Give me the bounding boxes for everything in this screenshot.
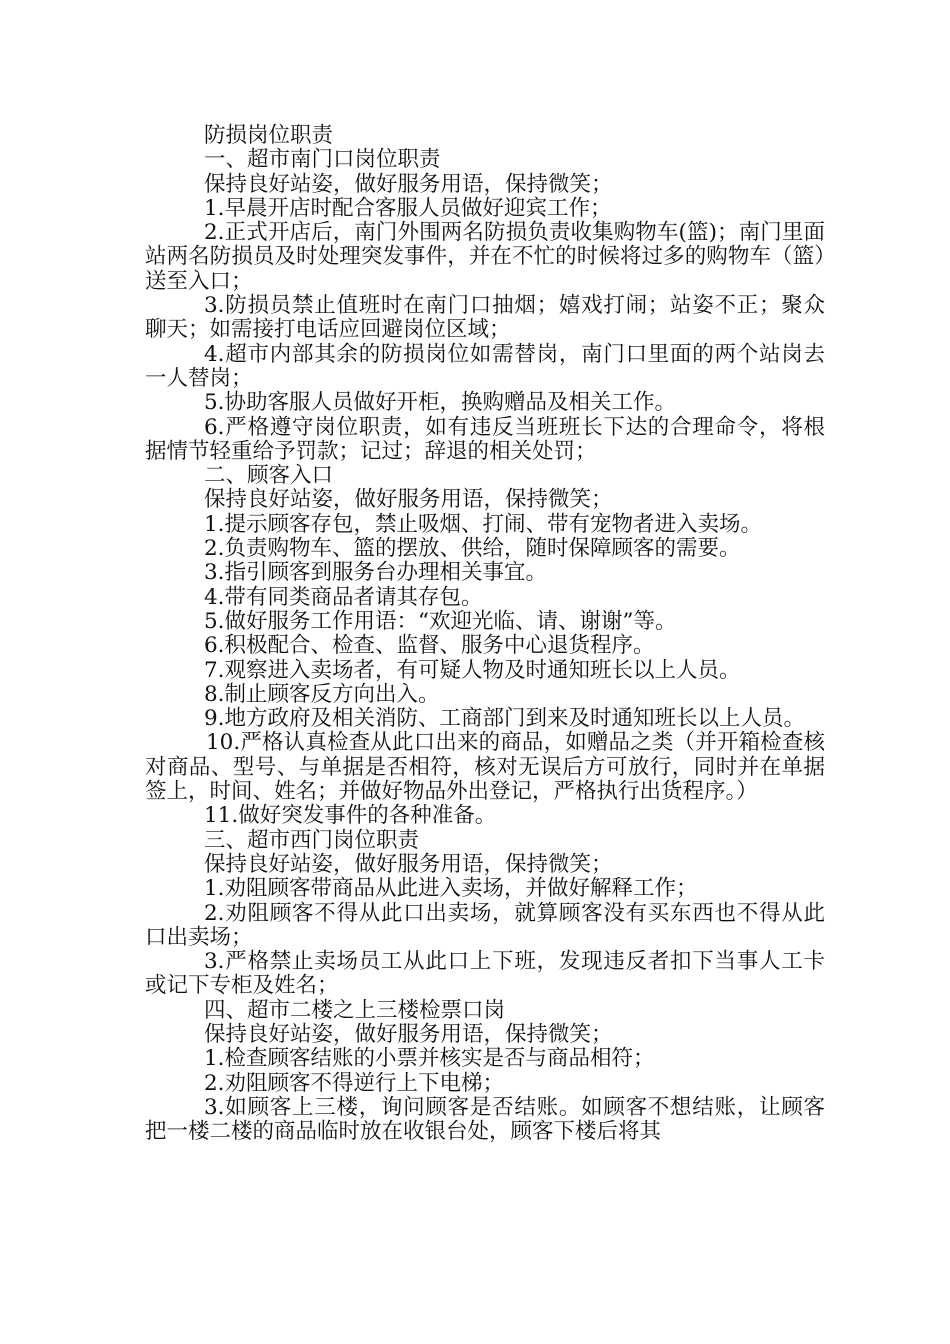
paragraph: 10.严格认真检查从此口出来的商品，如赠品之类（并开箱检查核对商品、型号、与单据是否相符，核对无误后方可放行，同时并在单据签上，时间、姓名；并做好物品外出登记，严格执行出货程序。） [145,730,825,805]
section-heading-4: 四、超市二楼之上三楼检票口岗 [204,997,506,1023]
paragraph: 4.超市内部其余的防损岗位如需替岗，南门口里面的两个站岗去一人替岗； [145,341,825,391]
paragraph: 11.做好突发事件的各种准备。 [204,803,497,829]
paragraph: 6.积极配合、检查、监督、服务中心退货程序。 [204,633,655,659]
paragraph: 3.指引顾客到服务台办理相关事宜。 [204,560,548,586]
paragraph: 1.检查顾客结账的小票并核实是否与商品相符； [204,1046,655,1072]
paragraph: 保持良好站姿，做好服务用语，保持微笑； [204,1021,613,1047]
section-heading-3: 三、超市西门岗位职责 [204,827,420,853]
paragraph: 8.制止顾客反方向出入。 [204,681,440,707]
paragraph: 2.劝阻顾客不得从此口出卖场，就算顾客没有买东西也不得从此口出卖场； [145,900,825,950]
section-heading-2: 二、顾客入口 [204,463,334,489]
paragraph: 5.做好服务工作用语：“欢迎光临、请、谢谢”等。 [204,608,677,634]
paragraph: 2.正式开店后，南门外围两名防损负责收集购物车(篮)；南门里面站两名防损员及时处理突发事件，并在不忙的时候将过多的购物车（篮）送至入口； [145,220,825,294]
paragraph: 2.劝阻顾客不得逆行上下电梯； [204,1070,505,1096]
paragraph: 2.负责购物车、篮的摆放、供给，随时保障顾客的需要。 [204,536,741,562]
paragraph: 保持良好站姿，做好服务用语，保持微笑； [204,487,613,513]
document-body [145,124,825,1144]
section-heading-1: 一、超市南门口岗位职责 [204,147,441,173]
paragraph: 5.协助客服人员做好开柜，换购赠品及相关工作。 [204,390,677,416]
paragraph: 9.地方政府及相关消防、工商部门到来及时通知班长以上人员。 [204,706,806,732]
paragraph: 7.观察进入卖场者，有可疑人物及时通知班长以上人员。 [204,657,741,683]
paragraph: 1.劝阻顾客带商品从此进入卖场，并做好解释工作； [204,876,698,902]
paragraph: 1.提示顾客存包，禁止吸烟、打闹、带有宠物者进入卖场。 [204,511,763,537]
paragraph: 3.如顾客上三楼，询问顾客是否结账。如顾客不想结账，让顾客把一楼二楼的商品临时放在收银台处，顾客下楼后将其 [145,1094,825,1145]
paragraph: 保持良好站姿，做好服务用语，保持微笑； [204,171,613,197]
paragraph: 保持良好站姿，做好服务用语，保持微笑； [204,851,613,877]
paragraph: 6.严格遵守岗位职责，如有违反当班班长下达的合理命令，将根据情节轻重给予罚款；记过；辞退的相关处罚； [145,414,825,464]
paragraph: 1.早晨开店时配合客服人员做好迎宾工作； [204,195,612,221]
document-title: 防损岗位职责 [204,123,334,148]
paragraph: 3.严格禁止卖场员工从此口上下班，发现违反者扣下当事人工卡或记下专柜及姓名； [145,949,825,999]
paragraph: 3.防损员禁止值班时在南门口抽烟；嬉戏打闹；站姿不正；聚众聊天；如需接打电话应回避岗位区域； [145,293,825,343]
paragraph: 4.带有同类商品者请其存包。 [204,584,483,610]
